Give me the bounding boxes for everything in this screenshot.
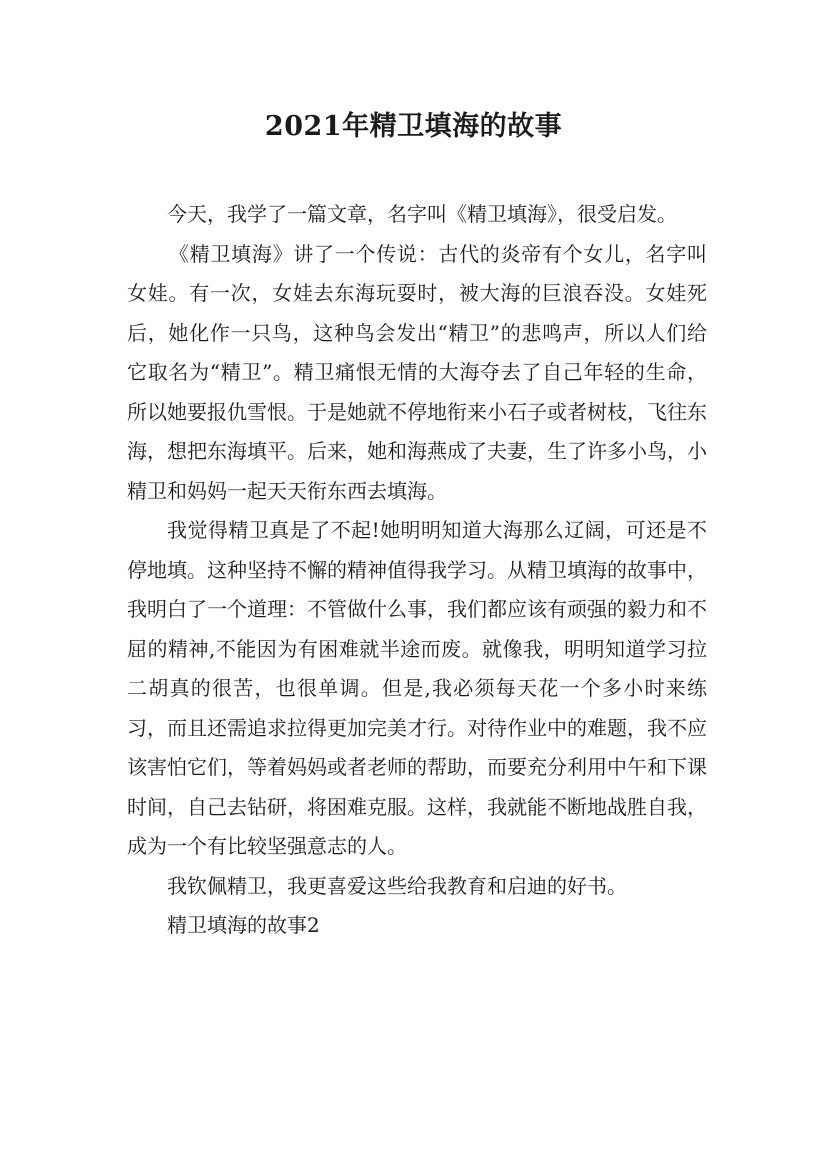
paragraph-reflection: 我觉得精卫真是了不起!她明明知道大海那么辽阔，可还是不停地填。这种坚持不懈的精神值得我学习。从精卫填海的故事中，我明白了一个道理：不管做什么事，我们都应该有顽强的毅力和不屈的精神,不能因为有困难就半途而废。就像我，明明知道学习拉二胡真的很苦，也很单调。但是,我必须每天花一个多小时来练习，而且还需追求拉得更加完美才行。对待作业中的难题，我不应该害怕它们，等着妈妈或者老师的帮助，而要充分利用中午和下课时间，自己去钻研，将困难克服。这样，我就能不断地战胜自我，成为一个有比较坚强意志的人。 — [127, 518, 707, 858]
document-title: 2021年精卫填海的故事 — [264, 111, 563, 142]
paragraph-legend: 《精卫填海》讲了一个传说：古代的炎帝有个女儿，名字叫女娃。有一次，女娃去东海玩耍时，被大海的巨浪吞没。女娃死后，她化作一只鸟，这种鸟会发出“精卫”的悲鸣声，所以人们给它取名为“精卫”。精卫痛恨无情的大海夺去了自己年轻的生命，所以她要报仇雪恨。于是她就不停地衔来小石子或者树枝，飞往东海，想把东海填平。后来，她和海燕成了夫妻，生了许多小鸟，小精卫和妈妈一起天天衔东西去填海。 — [127, 241, 707, 503]
document-body — [127, 195, 707, 946]
section-heading-story-2: 精卫填海的故事2 — [167, 913, 320, 937]
paragraph-intro: 今天，我学了一篇文章，名字叫《精卫填海》，很受启发。 — [167, 202, 677, 226]
paragraph-conclusion: 我钦佩精卫，我更喜爱这些给我教育和启迪的好书。 — [167, 873, 627, 898]
